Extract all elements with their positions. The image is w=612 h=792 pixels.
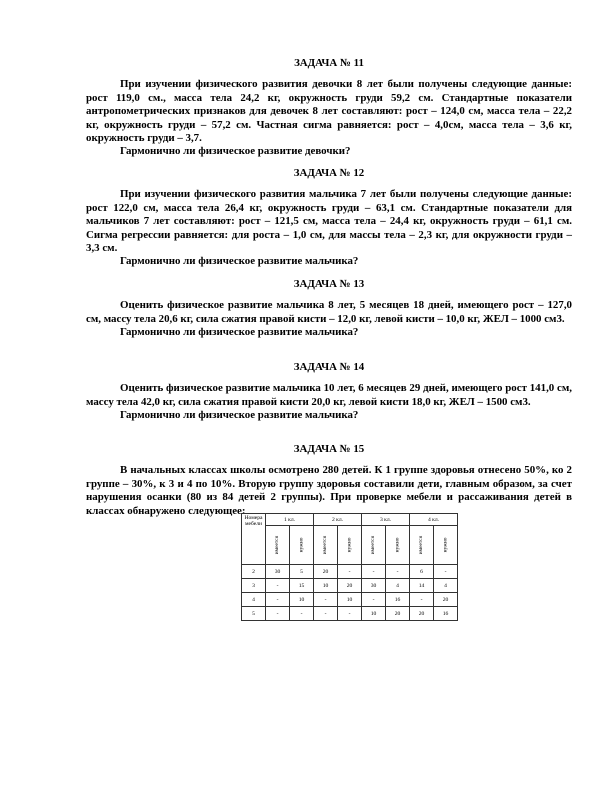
sub-header <box>410 526 434 565</box>
table-cell: 4 <box>242 593 266 607</box>
furniture-table <box>241 513 458 621</box>
table-header-row <box>242 514 458 526</box>
table-cell: 20 <box>386 607 410 621</box>
table-cell: 2 <box>242 565 266 579</box>
sub-header <box>434 526 458 565</box>
table-cell: 30 <box>266 565 290 579</box>
table-cell: 10 <box>338 593 362 607</box>
sub-header <box>386 526 410 565</box>
task-body: Оценить физическое развитие мальчика 8 лет, 5 месяцев 18 дней, имеющего рост – 127,0 см, массу тела 20,6 кг, сила сжатия правой кисти – 12,0 кг, левой кисти – 10,0 кг, ЖЕЛ – 1000 см3. <box>86 299 572 325</box>
table-cell: 15 <box>290 579 314 593</box>
table-cell: - <box>266 593 290 607</box>
table-cell: 4 <box>386 579 410 593</box>
task-question: Гармонично ли физическое развитие девочки? <box>120 145 351 158</box>
task-11 <box>86 57 572 159</box>
sub-header <box>290 526 314 565</box>
sub-header <box>362 526 386 565</box>
table-cell: - <box>266 607 290 621</box>
table-cell: 20 <box>338 579 362 593</box>
sub-header-label: нужно <box>442 537 449 553</box>
task-title: ЗАДАЧА № 11 <box>294 57 364 69</box>
sub-header <box>314 526 338 565</box>
table-cell: - <box>338 607 362 621</box>
task-15 <box>86 443 572 518</box>
sub-header <box>266 526 290 565</box>
task-title: ЗАДАЧА № 13 <box>293 278 365 290</box>
table-cell: 4 <box>434 579 458 593</box>
sub-header-label: имеется <box>322 535 329 555</box>
table-cell: - <box>314 607 338 621</box>
task-body: При изучении физического развития девочки 8 лет были получены следующие данные: рост 119,0 см., масса тела 24,2 кг, окружность груди 59,2 см. Стандартные показатели антропометрических признаков для девочек 8 лет составляют: рост – 124,0 см, масса тела – 22,2 кг, окружность груди – 57,2 см. Частная сигма равняется: рост – 4,0см, масса тела – 3,6 кг, окружность груди – 3,7. <box>86 78 572 145</box>
table-cell: - <box>410 593 434 607</box>
class-header: 1 кл. <box>266 514 314 526</box>
sub-header-label: имеется <box>418 535 425 555</box>
furniture-table-wrap <box>241 513 458 621</box>
sub-header-label: нужно <box>298 537 305 553</box>
table-cell: 20 <box>410 607 434 621</box>
task-12 <box>86 167 572 269</box>
table-cell: 5 <box>242 607 266 621</box>
table-cell: - <box>362 593 386 607</box>
task-title: ЗАДАЧА № 14 <box>293 361 365 373</box>
task-14 <box>86 361 572 423</box>
corner-header: Номера мебели <box>242 514 266 565</box>
table-cell: 3 <box>242 579 266 593</box>
table-row <box>242 607 458 621</box>
task-title: ЗАДАЧА № 15 <box>293 443 365 455</box>
sub-header-label: имеется <box>274 535 281 555</box>
table-cell: 10 <box>290 593 314 607</box>
table-cell: - <box>338 565 362 579</box>
task-title: ЗАДАЧА № 12 <box>293 167 365 179</box>
table-cell: 10 <box>362 607 386 621</box>
task-13 <box>86 278 572 340</box>
table-cell: - <box>266 579 290 593</box>
table-cell: - <box>362 565 386 579</box>
class-header: 3 кл. <box>362 514 410 526</box>
table-row <box>242 565 458 579</box>
sub-header-label: нужно <box>346 537 353 553</box>
task-body: При изучении физического развития мальчика 7 лет были получены следующие данные: рост 122,0 см, масса тела 26,4 кг, окружность груди – 63,1 см. Стандартные показатели для мальчиков 7 лет составляют: рост – 121,5 см, масса тела – 24,4 кг, окружность груди – 61,1 см. Сигма регрессии равняется: для роста – 1,0 см, для массы тела – 2,3 кг, для окружности груди – 3,3 см. <box>86 188 572 255</box>
table-cell: 16 <box>386 593 410 607</box>
table-subheader-row <box>242 526 458 565</box>
table-cell: 14 <box>410 579 434 593</box>
table-cell: - <box>434 565 458 579</box>
sub-header-label: имеется <box>370 535 377 555</box>
table-cell: 5 <box>290 565 314 579</box>
task-body: Оценить физическое развитие мальчика 10 лет, 6 месяцев 29 дней, имеющего рост 141,0 см, массу тела 42,0 кг, сила сжатия правой кисти 20,0 кг, левой кисти 18,0 кг, ЖЕЛ – 1500 см3. <box>86 382 572 408</box>
sub-header <box>338 526 362 565</box>
task-body: В начальных классах школы осмотрено 280 детей. К 1 группе здоровья отнесено 50%, ко 2 группе – 30%, к 3 и 4 по 10%. Вторую группу здоровья составили дети, главным образом, за счет нарушения осанки (80 из 84 детей 2 группы). При проверке мебели и рассаживания детей в классах обнаружено следующее: <box>86 464 572 517</box>
table-cell: - <box>290 607 314 621</box>
task-question: Гармонично ли физическое развитие мальчика? <box>120 409 359 422</box>
table-cell: 30 <box>362 579 386 593</box>
task-question: Гармонично ли физическое развитие мальчика? <box>120 326 359 339</box>
task-question: Гармонично ли физическое развитие мальчика? <box>120 255 359 268</box>
table-cell: - <box>314 593 338 607</box>
class-header: 2 кл. <box>314 514 362 526</box>
table-cell: 10 <box>314 579 338 593</box>
table-cell: 20 <box>434 593 458 607</box>
table-row <box>242 579 458 593</box>
table-row <box>242 593 458 607</box>
table-cell: 20 <box>314 565 338 579</box>
table-cell: 16 <box>434 607 458 621</box>
class-header: 4 кл. <box>410 514 458 526</box>
table-cell: 6 <box>410 565 434 579</box>
table-cell: - <box>386 565 410 579</box>
sub-header-label: нужно <box>394 537 401 553</box>
